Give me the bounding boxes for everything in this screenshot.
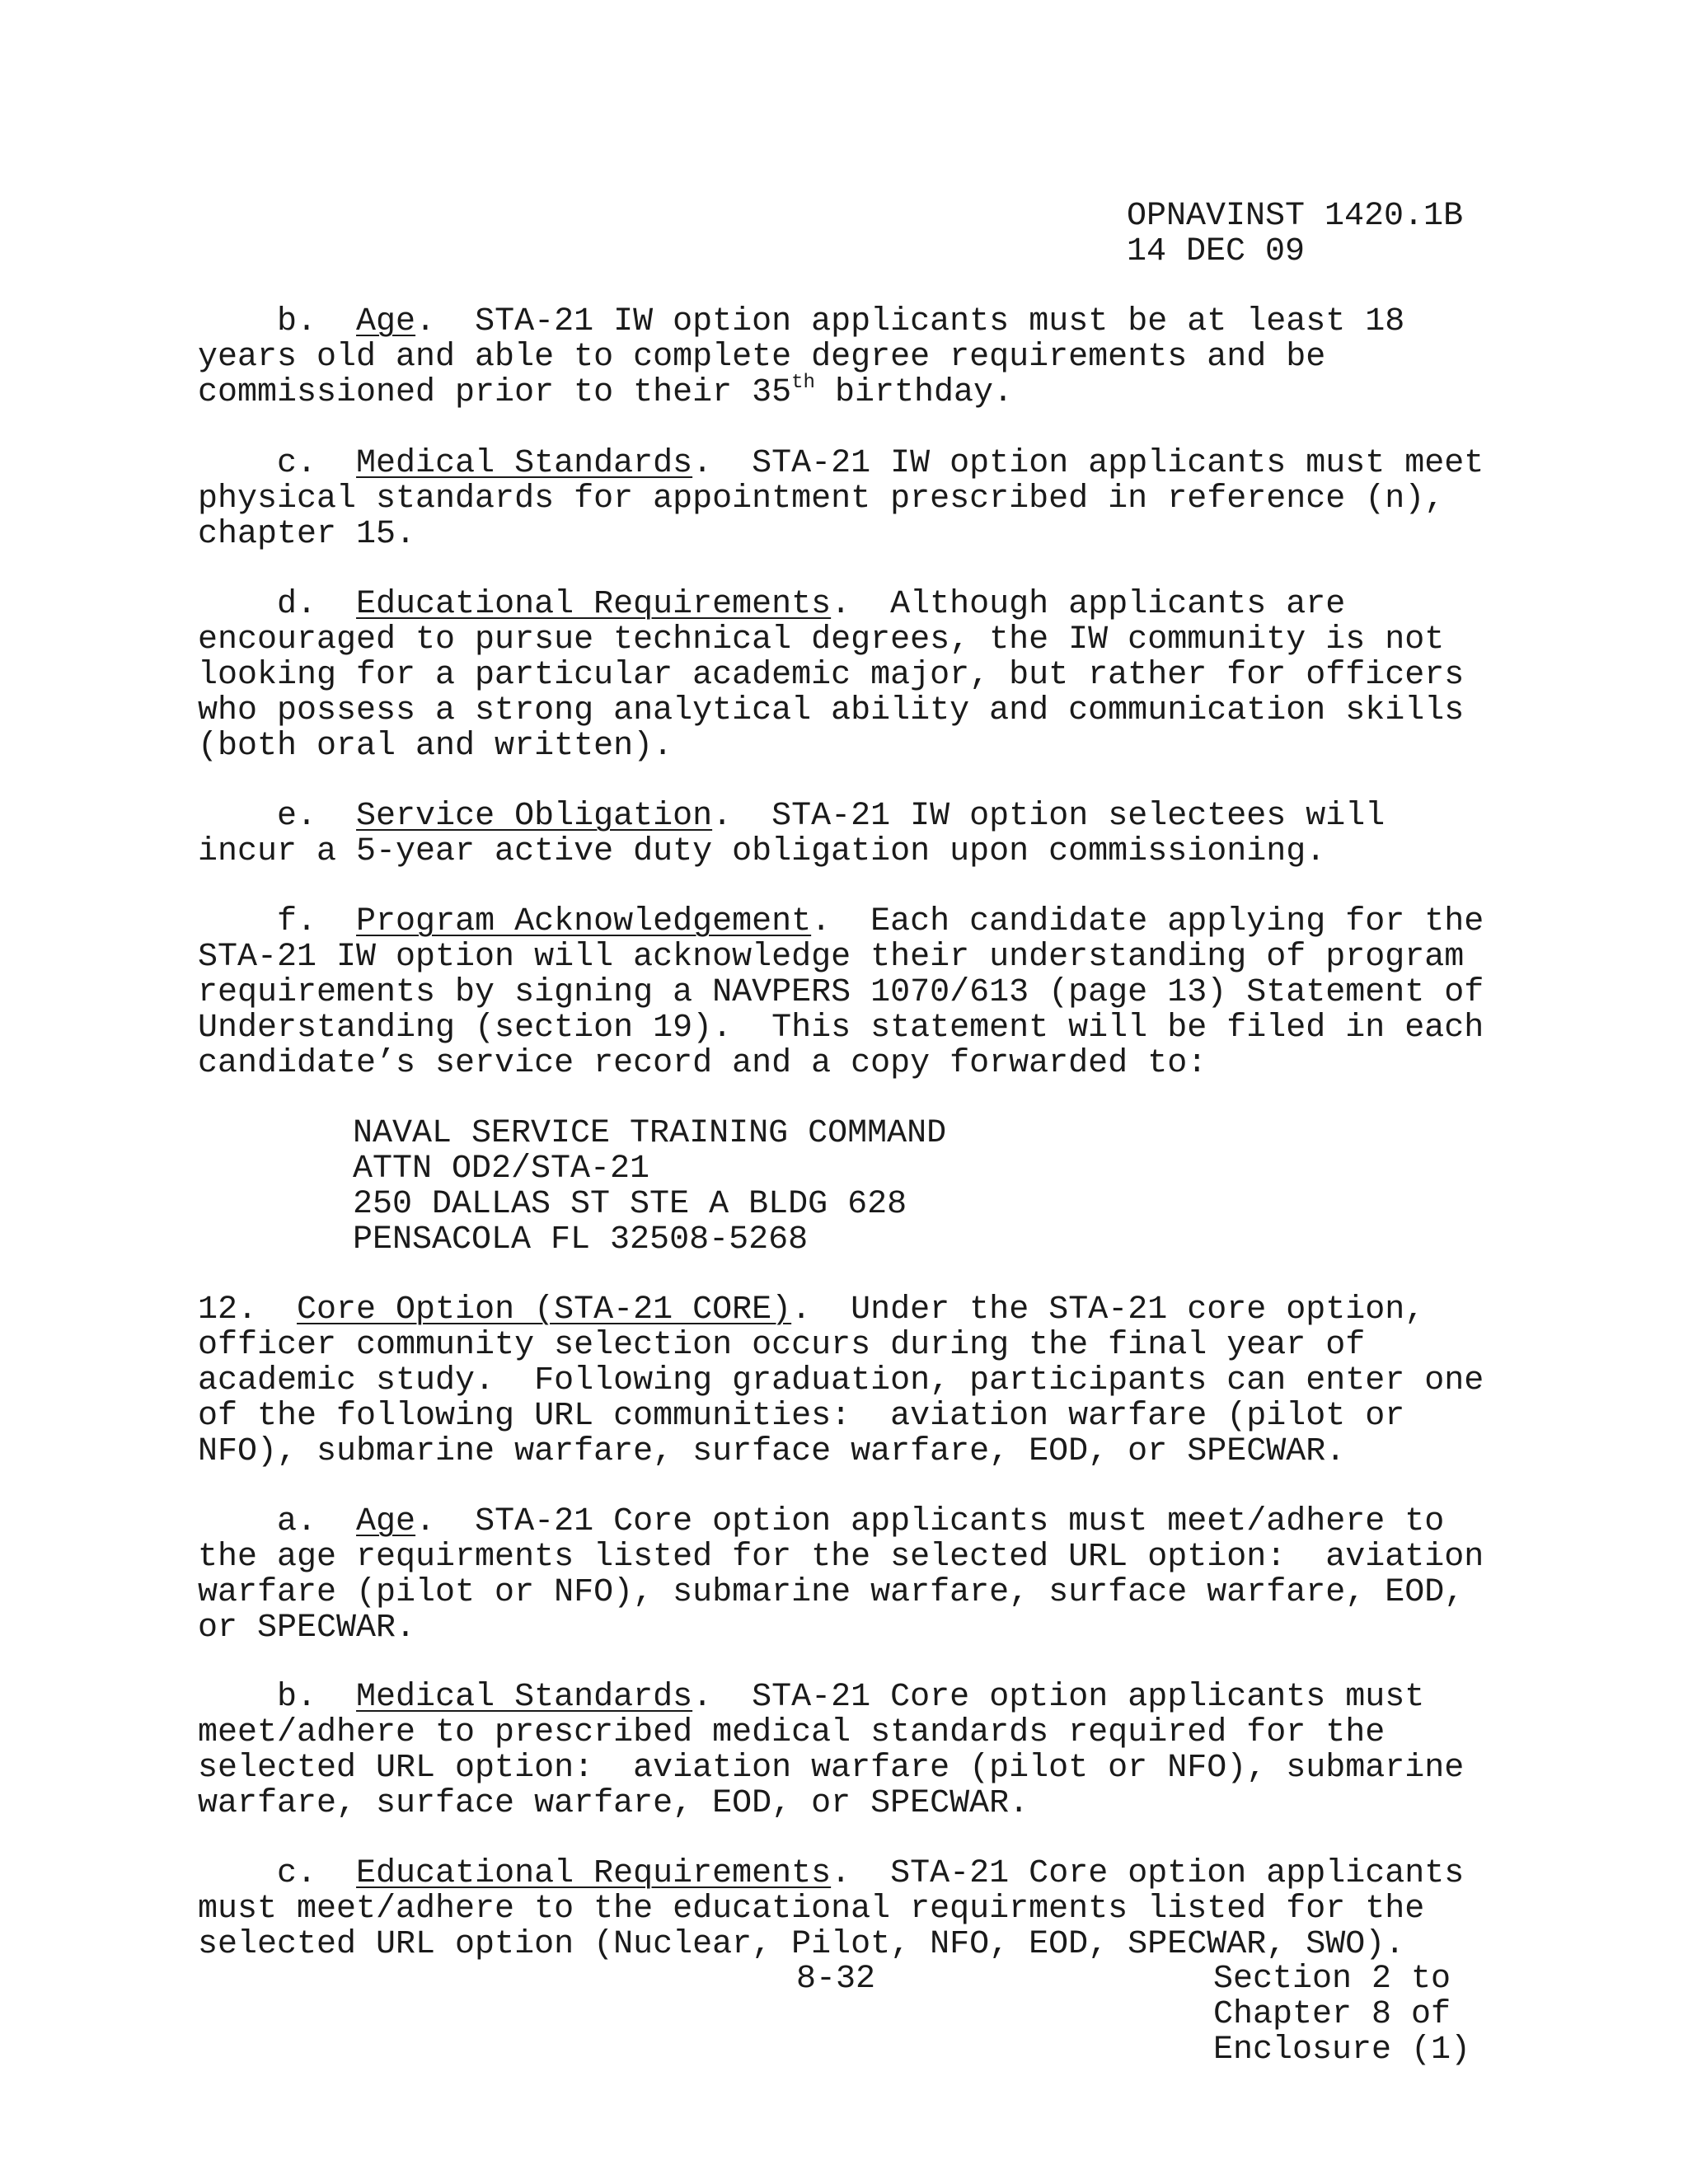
paragraph-label: b. [277,303,317,340]
paragraph-line: STA-21 IW option applicants must meet [752,445,1484,482]
paragraph-label: 12. [198,1291,258,1329]
paragraph-line: commissioned prior to their 35 [198,374,792,411]
paragraph-title: Medical Standards [356,1679,693,1716]
paragraph-a-core-age: a. Age. STA-21 Core option applicants must meet/adhere to the age requirments listed for the selected URL option: aviation warfare (pilot or NFO), submarine warfare, surface warfare, EOD, or SPECWAR. [198,1503,1484,1647]
paragraph-f-program: f. Program Acknowledgement. Each candidate applying for the STA-21 IW option will acknowledge their understanding of program requirements by signing a NAVPERS 1070/613 (page 13) Statement of Understanding (section 19). This statement will be filed in each candidate’s service record and a copy forwarded to: [198,903,1484,1082]
page-number: 8-32 [796,1961,876,1998]
paragraph-title: Program Acknowledgement [356,903,812,940]
paragraph-title: Educational Requirements [356,1855,832,1892]
paragraph-d-education: d. Educational Requirements. Although applicants are encouraged to pursue technical degrees, the IW community is not looking for a particular academic major, but rather for officers who possess a strong analytical ability and communication skills (both oral and written). [198,586,1465,765]
paragraph-line: years old and able to complete degree requirements and be [198,339,1326,376]
document-date: 14 DEC 09 [1127,233,1306,270]
paragraph-body: encouraged to pursue technical degrees, the IW community is not looking for a particular academic major, but rather for officers who possess a strong analytical ability and communication skills (both oral and written). [198,621,1465,765]
paragraph-title: Service Obligation [356,798,713,835]
paragraph-label: c. [277,1855,317,1892]
paragraph-title: Core Option (STA-21 CORE) [297,1291,792,1329]
paragraph-label: f. [277,903,317,940]
paragraph-body: must meet/adhere to the educational requirments listed for the selected URL option (Nuclear, Pilot, NFO, EOD, SPECWAR, SWO). [198,1891,1425,1963]
paragraph-c-core-education: c. Educational Requirements. STA-21 Core option applicants must meet/adhere to the educational requirments listed for the selected URL option (Nuclear, Pilot, NFO, EOD, SPECWAR, SWO). [198,1855,1465,1963]
paragraph-body: STA-21 IW option will acknowledge their understanding of program requirements by signing a NAVPERS 1070/613 (page 13) Statement of Understanding (section 19). This statement will be filed in each candidate’s service record and a copy forwarded to: [198,939,1484,1082]
paragraph-body: incur a 5-year active duty obligation upon commissioning. [198,833,1326,870]
header [1127,199,1463,269]
paragraph-line: STA-21 IW option selectees will [771,798,1386,835]
paragraph-line: Although applicants are [890,586,1346,623]
mailing-address: NAVAL SERVICE TRAINING COMMAND ATTN OD2/STA-21 250 DALLAS ST STE A BLDG 628 PENSACOLA FL 32508-5268 [353,1115,947,1258]
paragraph-e-service: e. Service Obligation. STA-21 IW option selectees will incur a 5-year active duty obligation upon commissioning. [198,798,1386,870]
paragraph-b-core-medical: b. Medical Standards. STA-21 Core option applicants must meet/adhere to prescribed medical standards required for the selected URL option: aviation warfare (pilot or NFO), submarine warfare, surface warfare, EOD, or SPECWAR. [198,1679,1465,1822]
paragraph-label: d. [277,586,317,623]
paragraph-label: a. [277,1503,317,1540]
document-id: OPNAVINST 1420.1B [1127,198,1464,235]
paragraph-body: meet/adhere to prescribed medical standards required for the selected URL option: aviation warfare (pilot or NFO), submarine warfare, surface warfare, EOD, or SPECWAR. [198,1714,1465,1822]
paragraph-line: STA-21 IW option applicants must be at least 18 [475,303,1405,340]
section-reference: Section 2 to Chapter 8 of Enclosure (1) [1213,1961,1471,2069]
paragraph-c-medical: c. Medical Standards. STA-21 IW option applicants must meet physical standards for appointment prescribed in reference (n), chapter 15. [198,445,1484,553]
paragraph-12-core: 12. Core Option (STA-21 CORE). Under the STA-21 core option, officer community selection occurs during the final year of academic study. Following graduation, participants can enter one of the following URL communities: aviation warfare (pilot or NFO), submarine warfare, surface warfare, EOD, or SPECWAR. [198,1291,1484,1470]
paragraph-line: STA-21 Core option applicants must [752,1679,1425,1716]
paragraph-body: officer community selection occurs during the final year of academic study. Following graduation, participants can enter one of the following URL communities: aviation warfare (pilot or NFO), submarine warfare, surface warfare, EOD, or SPECWAR. [198,1327,1484,1470]
paragraph-line: birthday. [814,374,1013,411]
paragraph-line: STA-21 Core option applicants [890,1855,1465,1892]
paragraph-line: Under the STA-21 core option, [851,1291,1425,1329]
ordinal-suffix: th [791,372,815,394]
paragraph-line: STA-21 Core option applicants must meet/adhere to [475,1503,1445,1540]
paragraph-label: e. [277,798,317,835]
paragraph-body: the age requirments listed for the selected URL option: aviation warfare (pilot or NFO), submarine warfare, surface warfare, EOD, or SPECWAR. [198,1539,1484,1647]
paragraph-title: Medical Standards [356,445,693,482]
paragraph-b-age: b. Age. STA-21 IW option applicants must be at least 18 years old and able to complete degree requirements and be commissioned prior to their 35th birthday. [198,303,1405,411]
paragraph-title: Educational Requirements [356,586,832,623]
paragraph-title: Age [356,303,416,340]
paragraph-label: b. [277,1679,317,1716]
paragraph-line: Each candidate applying for the [870,903,1484,940]
paragraph-title: Age [356,1503,416,1540]
paragraph-body: physical standards for appointment prescribed in reference (n), chapter 15. [198,480,1445,553]
paragraph-label: c. [277,445,317,482]
